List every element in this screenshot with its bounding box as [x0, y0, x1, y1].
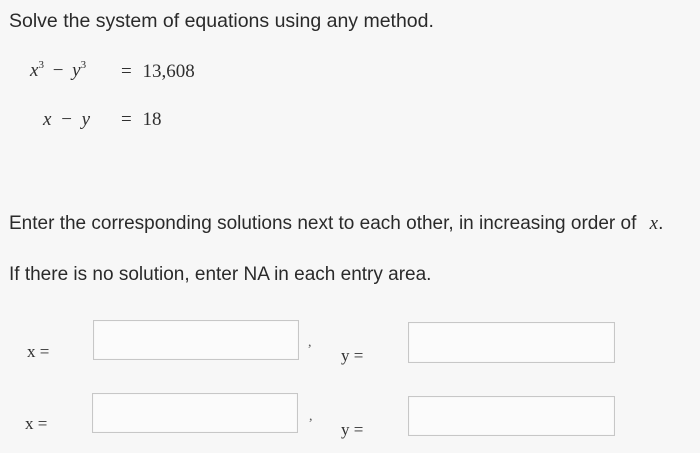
equation-2-value: 18: [142, 109, 162, 130]
equation-1-value: 13,608: [142, 61, 195, 82]
equation-1-exponent-x: 3: [38, 59, 44, 71]
equation-1-var-x: x: [30, 60, 39, 81]
answer-row-1-separator: ,: [308, 335, 312, 350]
equation-2-var-x: x: [43, 109, 52, 130]
answer-row-1-y-input[interactable]: [408, 322, 615, 363]
answer-row-2-y-label: y =: [341, 420, 364, 439]
answer-row-2-x-input[interactable]: [92, 393, 298, 433]
instruction-period: .: [658, 213, 664, 234]
answer-row-1-y-label: y =: [341, 346, 364, 365]
equation-1-lhs: [30, 60, 86, 82]
problem-prompt: Solve the system of equations using any method.: [9, 10, 434, 32]
answer-row-2-separator: ,: [309, 409, 313, 424]
equation-1-rhs: [121, 61, 195, 83]
equation-1-minus: −: [52, 60, 64, 81]
answer-row-2-y-input[interactable]: [408, 396, 615, 436]
instruction-main: Enter the corresponding solutions next to each other, in increasing order of: [9, 213, 637, 234]
answer-row-1-x-input[interactable]: [93, 320, 299, 360]
equation-2-equals: =: [121, 109, 132, 130]
instruction-variable: x: [649, 213, 659, 234]
equation-2-minus: −: [61, 109, 72, 130]
equation-1-exponent-y: 3: [80, 59, 87, 71]
equation-2-var-y: y: [81, 109, 91, 130]
equation-1-equals: =: [121, 61, 132, 82]
equation-2-lhs: [43, 109, 90, 131]
answer-row-2-x-label: x =: [25, 414, 48, 433]
answer-row-1-x-label: x =: [27, 342, 50, 361]
na-note: If there is no solution, enter NA in each entry area.: [9, 264, 432, 285]
instruction-text: [9, 213, 663, 235]
equation-1-var-y: y: [72, 60, 81, 81]
equation-2-rhs: [121, 109, 161, 131]
